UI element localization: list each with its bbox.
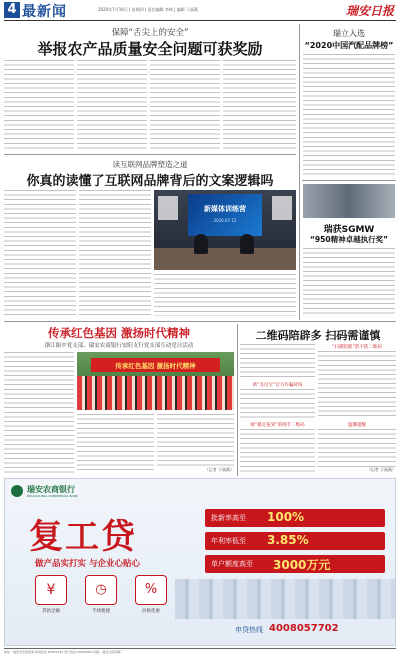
lead-body-col-1 [4,60,74,150]
party-body-col-2 [77,414,154,474]
date-line: 2020年7月16日 | 星期四 | 责任编辑 李林 | 编辑 于丽燕 [98,7,199,12]
party-crowd [77,376,234,410]
qr-body-col-4 [318,383,396,420]
lead-body-col-3 [150,60,220,150]
lead-body-col-2 [77,60,147,150]
bank-name-en: RUIAN RURAL COMMERCIAL BANK [27,494,78,498]
qr-headline: 二维码陪辟多 扫码需谨慎 [255,329,381,342]
photo-lamp-left [158,196,178,220]
footer-text: 地址：瑞安市安阳街道 新闻热线 65833310 发行热线 65830000 印刷：瑞安日报印刷厂 [4,650,124,654]
ad-claim-2-text: 年利率低至 [211,537,246,545]
section-rule-2 [4,321,396,322]
party-body-col-1 [4,352,74,474]
ad-icon-2-label: 手续便捷 [92,609,110,614]
bank-logo-mark [11,485,23,497]
ad-product-title: 复工贷 [29,517,137,557]
right-story-2-headline-1: 瑞获SGMW [323,225,375,235]
section-rule-right [302,180,396,181]
bank-ad [4,478,396,646]
qr-sub-4: 温馨提醒 [348,423,366,428]
ad-icon-1 [35,575,67,605]
percent-icon: % [144,582,158,597]
party-banner-text: 传承红色基因 激扬时代精神 [115,362,196,370]
party-body-col-3 [157,414,234,466]
ad-claim-1-text: 批新率高至 [211,514,246,522]
vertical-rule-bottom [237,324,238,476]
qr-body-col-6 [318,429,396,467]
photo-lamp-right [272,196,292,220]
photo-desk [154,248,296,270]
ad-hotline-label: 申贷热线 [235,626,263,634]
ad-buildings [175,579,396,619]
qr-body-col-1 [240,344,315,380]
photo-person-2 [240,234,254,254]
lead-body-col-4 [223,60,296,150]
qr-body-col-5 [240,429,315,474]
footer-rule [4,648,396,649]
ad-hotline-number[interactable]: 4008057702 [269,623,339,634]
photo-banner-text: 新媒体训练营 [204,205,246,213]
wechat-headline: 你真的读懂了互联网品牌背后的文案逻辑吗 [26,174,274,189]
right-story-1-subhead: 瑞立入选 [333,29,365,38]
party-subhead: 浙江振中党支部、瑞安农商银行安阳支行党支部互动党日活动 [44,343,194,349]
qr-body-col-2 [318,351,396,380]
ad-icon-3-label: 价格优惠 [142,609,160,614]
ad-icon-2 [85,575,117,605]
ad-claim-2-value: 3.85% [267,533,309,547]
vertical-rule-top [299,24,300,320]
masthead [0,0,400,20]
section-rule-1 [4,154,296,155]
wechat-body-col-3 [154,274,296,316]
party-photo [77,352,234,410]
wechat-subhead: 读互联网品牌塑造之道 [112,160,188,169]
ad-slogan: 做产品实打实 与企业心贴心 [35,559,140,569]
wechat-body-col-1 [4,190,76,316]
ad-icon-3 [135,575,167,605]
wechat-photo [154,190,296,270]
ad-claim-3-text: 单户额度高至 [211,560,253,568]
ad-claim-3-value: 3000万元 [273,558,331,572]
party-headline: 传承红色基因 激扬时代精神 [47,326,190,340]
qr-sub-1: “扫描陪跌”防不防二维码 [332,345,382,350]
right-story-2-photo [303,184,395,218]
ad-claim-1-value: 100% [267,510,305,524]
right-story-2-body [303,248,395,316]
photo-date-text: 2020.07.15 [213,218,237,223]
right-story-2-headline-2: “950精神卓越执行奖” [309,235,388,244]
lead-subhead: 保障“舌尖上的安全” [111,28,189,38]
money-bag-icon: ¥ [46,582,56,598]
masthead-rule [4,20,396,21]
photo-screen [188,194,262,236]
qr-body-col-3 [240,389,315,420]
page-number-badge: 4 [4,2,20,18]
paper-logo: 瑞安日报 [345,4,394,18]
lead-headline: 举报农产品质量安全问题可获奖励 [37,40,263,58]
wechat-body-col-2 [79,190,151,316]
party-byline: （记者 于丽燕） [204,467,234,472]
qr-sub-2: 被“支付宝”官方诈骗转钱 [252,383,303,388]
qr-sub-3: 被“极定报到”的网手二维码 [250,423,305,428]
qr-byline: （记者 于丽燕） [366,467,396,472]
bank-name: 瑞安农商银行 [27,485,75,494]
clock-icon: ◷ [95,582,107,597]
photo-person-1 [194,234,208,254]
section-name: 最新闻 [22,4,67,20]
right-story-1-body [303,54,395,176]
ad-icon-1-label: 贷款足额 [42,609,60,614]
right-story-1-headline: “2020中国汽配品牌榜” [304,41,394,50]
